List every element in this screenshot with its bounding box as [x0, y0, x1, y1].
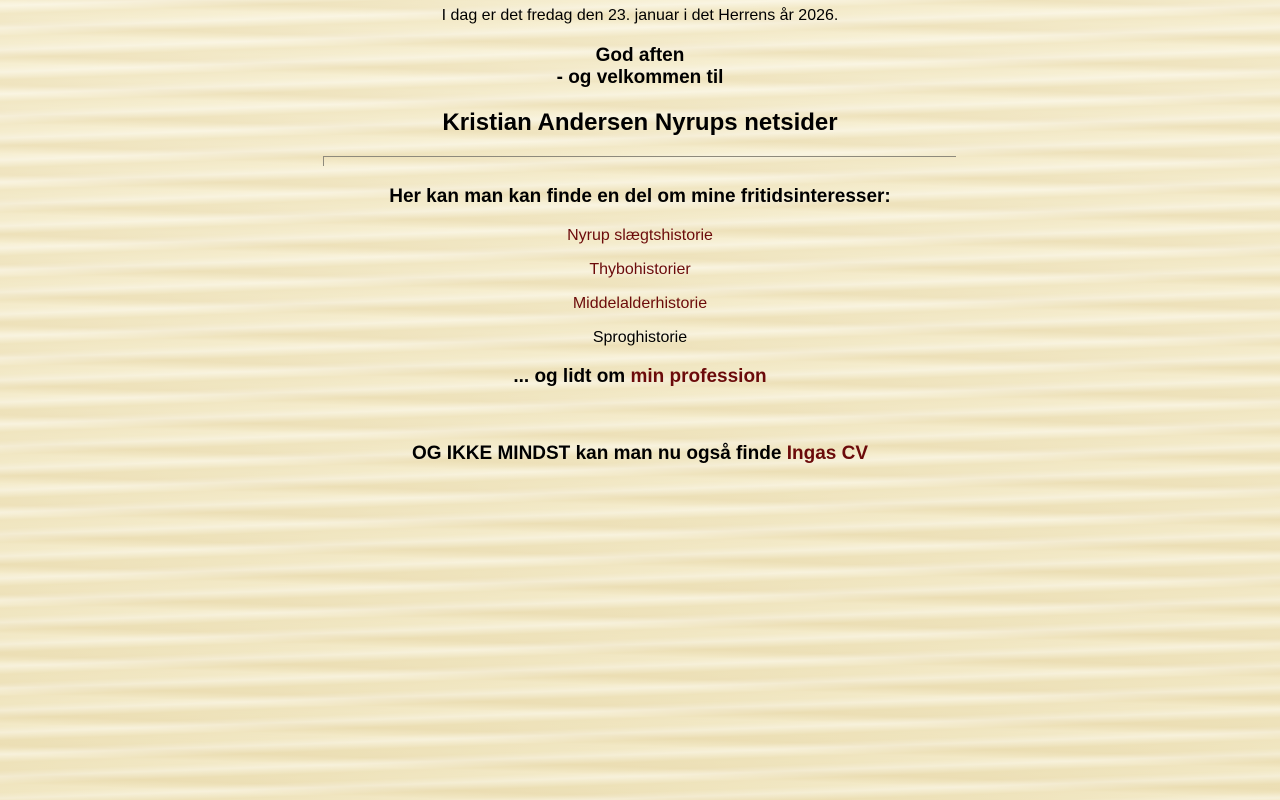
link-min-profession[interactable]: min profession	[630, 366, 767, 387]
date-line: I dag er det fredag den 23. januar i det Herrens år 2026.	[441, 7, 839, 24]
list-item	[0, 295, 1280, 313]
interests-heading: Her kan man kan finde en del om mine fritidsinteresser:	[389, 186, 891, 207]
profession-line	[0, 366, 1280, 388]
greeting-line-2: - og velkommen til	[556, 67, 724, 88]
list-item	[0, 329, 1280, 347]
profession-prefix: ... og lidt om	[513, 366, 631, 387]
link-middelalderhistorie[interactable]: Middelalderhistorie	[572, 295, 708, 312]
greeting-line-1: God aften	[595, 45, 685, 66]
greeting	[0, 45, 1280, 89]
site-title: Kristian Andersen Nyrups netsider	[442, 109, 838, 136]
link-thybohistorier[interactable]: Thybohistorier	[589, 261, 691, 278]
cv-prefix: OG IKKE MINDST kan man nu også finde	[411, 443, 787, 464]
list-item	[0, 261, 1280, 279]
link-nyrup-slaegtshistorie[interactable]: Nyrup slægtshistorie	[567, 227, 713, 244]
horizontal-divider	[323, 156, 956, 166]
link-ingas-cv[interactable]: Ingas CV	[786, 443, 869, 464]
sproghistorie-text: Sproghistorie	[592, 329, 688, 346]
list-item	[0, 227, 1280, 245]
cv-line	[0, 443, 1280, 465]
